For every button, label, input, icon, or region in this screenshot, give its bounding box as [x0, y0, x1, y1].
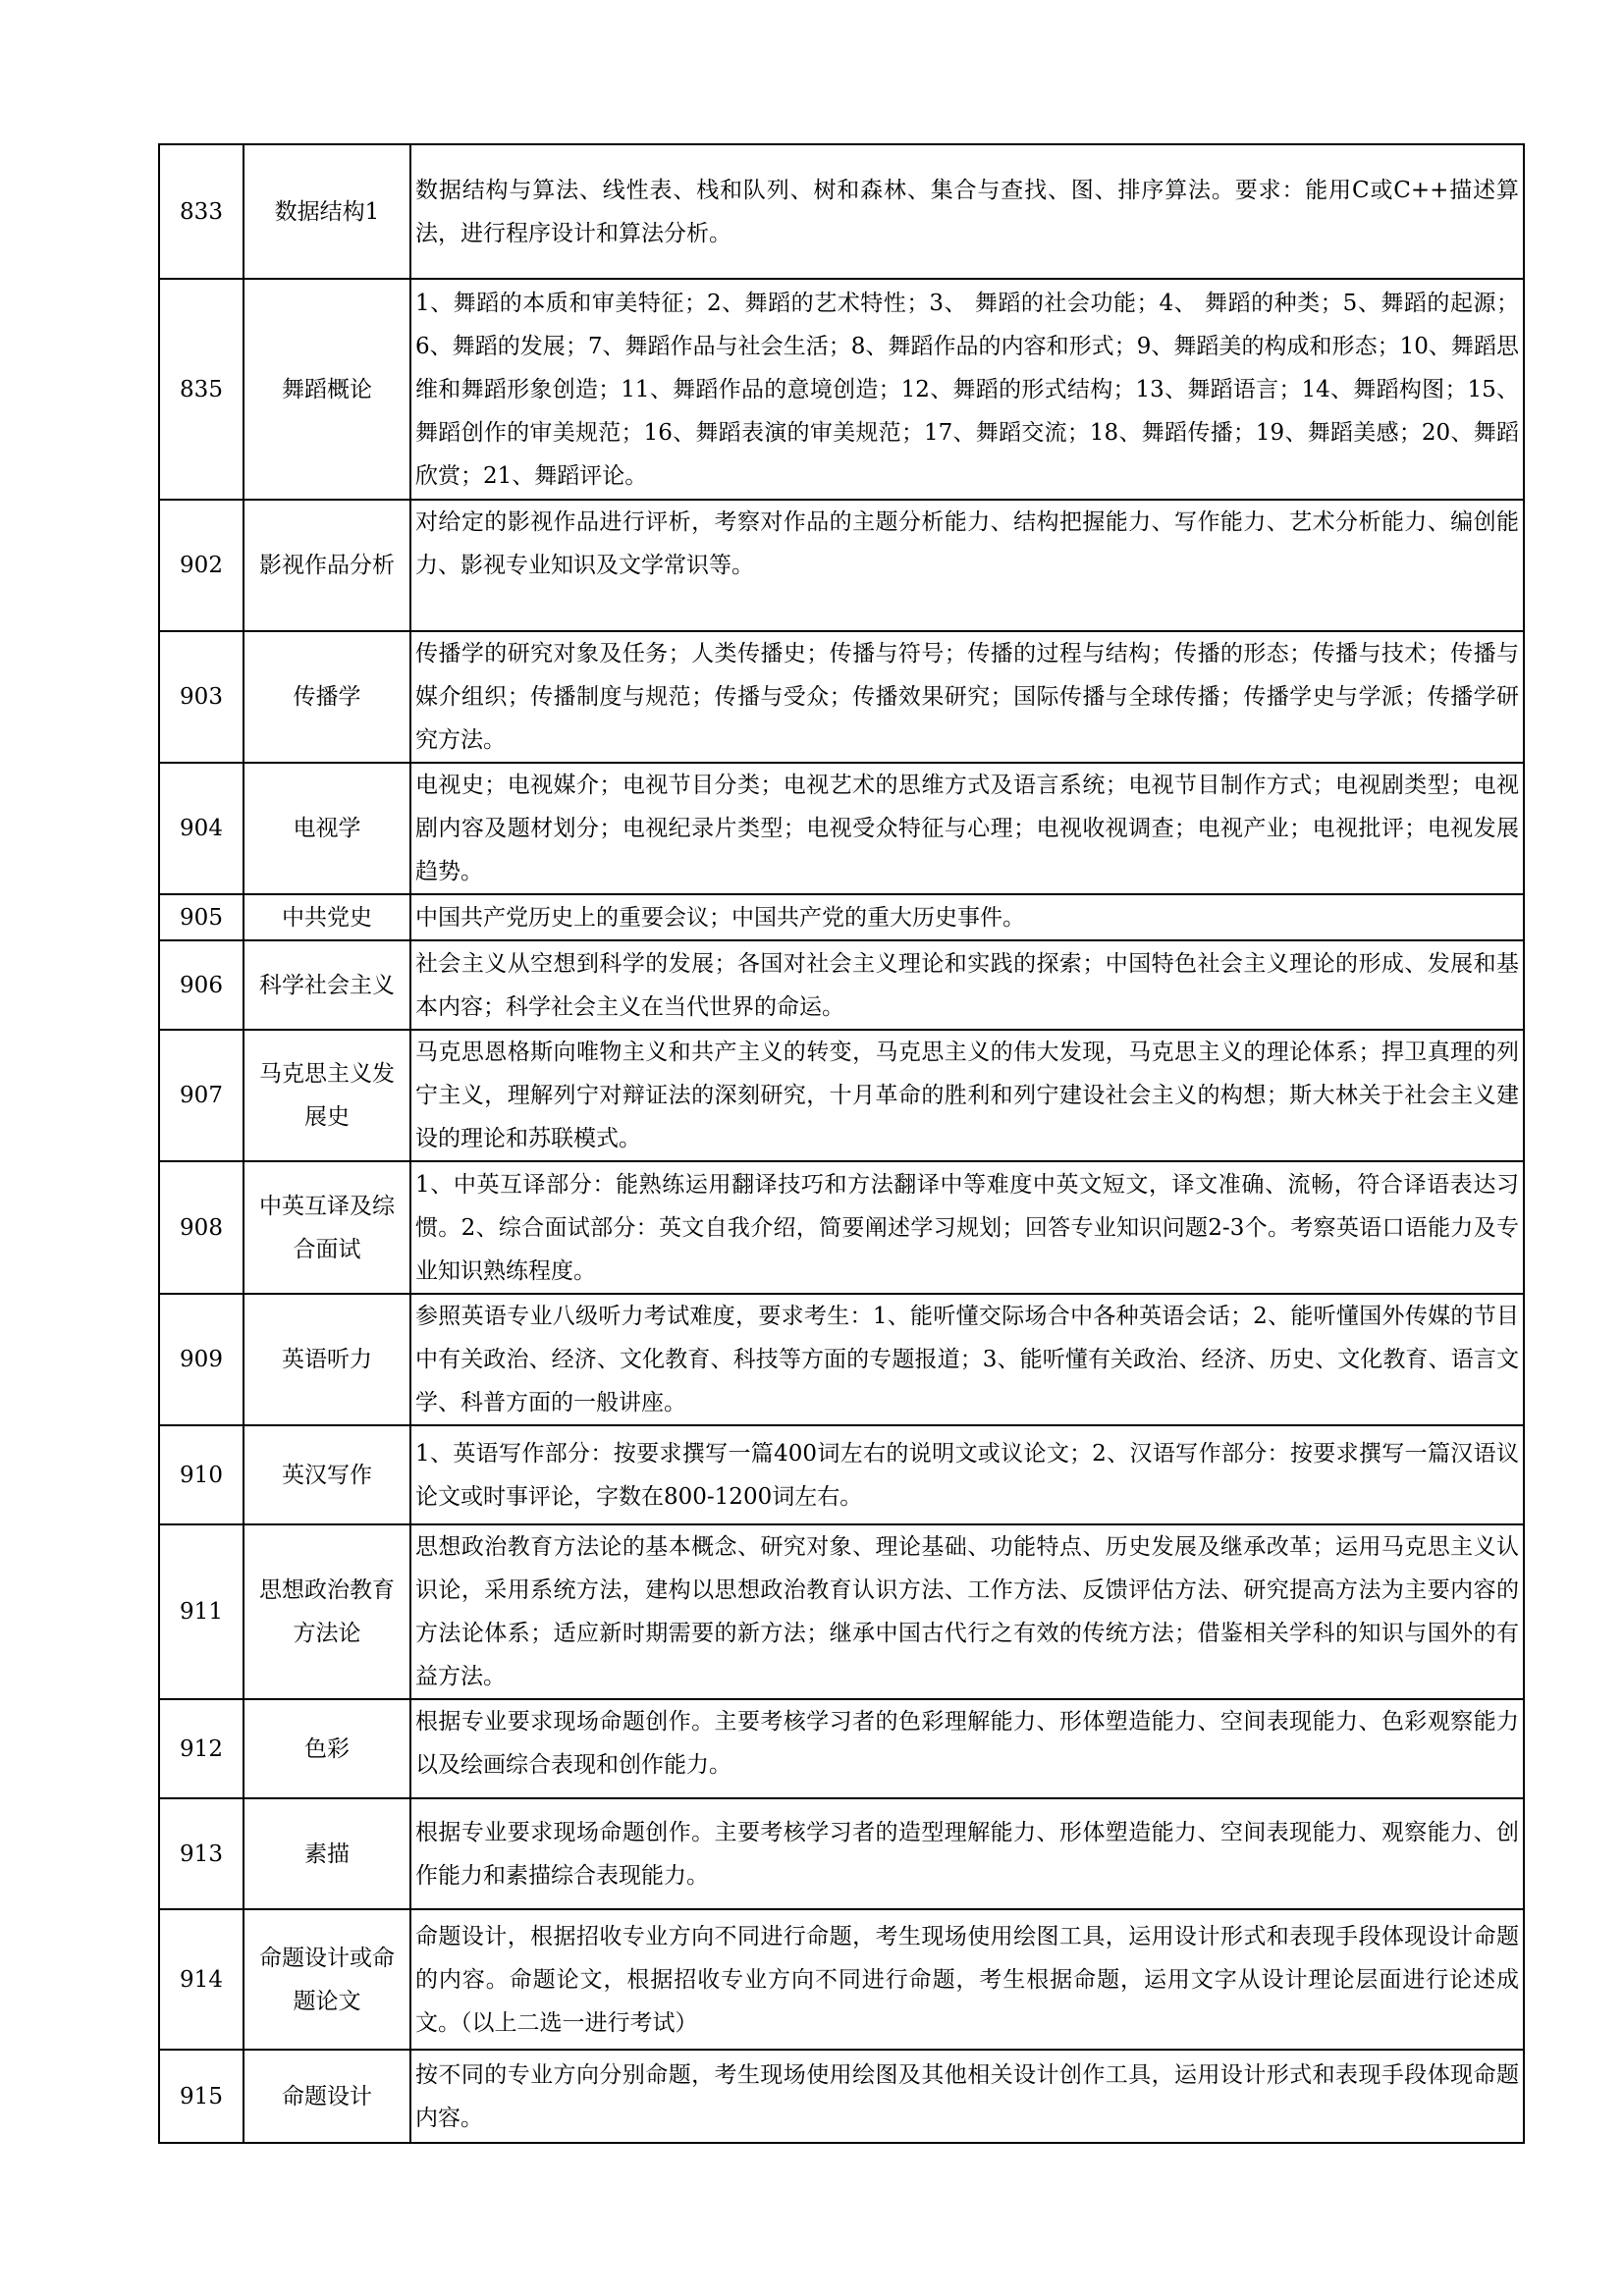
table-row	[159, 1909, 1524, 2050]
table-row	[159, 1294, 1524, 1425]
document-page	[158, 143, 1523, 2144]
course-name: 科学社会主义	[244, 940, 410, 1030]
course-name: 思想政治教育方法论	[244, 1524, 410, 1699]
course-name: 色彩	[244, 1699, 410, 1798]
course-description: 数据结构与算法、线性表、栈和队列、树和森林、集合与查找、图、排序算法。要求：能用C或C++描述算法，进行程序设计和算法分析。	[410, 144, 1524, 279]
table-row	[159, 1425, 1524, 1524]
course-code: 914	[159, 1909, 244, 2050]
course-code: 906	[159, 940, 244, 1030]
course-description: 命题设计，根据招收专业方向不同进行命题，考生现场使用绘图工具，运用设计形式和表现手段体现设计命题的内容。命题论文，根据招收专业方向不同进行命题，考生根据命题，运用文字从设计理论层面进行论述成文。（以上二选一进行考试）	[410, 1909, 1524, 2050]
course-code: 913	[159, 1798, 244, 1909]
table-row	[159, 940, 1524, 1030]
table-row	[159, 279, 1524, 500]
course-name: 英汉写作	[244, 1425, 410, 1524]
course-name: 马克思主义发展史	[244, 1030, 410, 1161]
course-code: 915	[159, 2050, 244, 2143]
course-description: 思想政治教育方法论的基本概念、研究对象、理论基础、功能特点、历史发展及继承改革；运用马克思主义认识论，采用系统方法，建构以思想政治教育认识方法、工作方法、反馈评估方法、研究提高方法为主要内容的方法论体系；适应新时期需要的新方法；继承中国古代行之有效的传统方法；借鉴相关学科的知识与国外的有益方法。	[410, 1524, 1524, 1699]
course-code: 835	[159, 279, 244, 500]
course-description: 对给定的影视作品进行评析，考察对作品的主题分析能力、结构把握能力、写作能力、艺术分析能力、编创能力、影视专业知识及文学常识等。	[410, 500, 1524, 631]
course-code: 833	[159, 144, 244, 279]
course-code: 903	[159, 631, 244, 763]
table-row	[159, 894, 1524, 940]
course-name: 中英互译及综合面试	[244, 1161, 410, 1294]
course-name: 舞蹈概论	[244, 279, 410, 500]
course-description: 电视史；电视媒介；电视节目分类；电视艺术的思维方式及语言系统；电视节目制作方式；电视剧类型；电视剧内容及题材划分；电视纪录片类型；电视受众特征与心理；电视收视调查；电视产业；电视批评；电视发展趋势。	[410, 763, 1524, 894]
course-name: 素描	[244, 1798, 410, 1909]
table-row	[159, 500, 1524, 631]
table-row	[159, 1798, 1524, 1909]
table-row	[159, 1699, 1524, 1798]
table-row	[159, 1524, 1524, 1699]
course-code: 912	[159, 1699, 244, 1798]
course-name: 影视作品分析	[244, 500, 410, 631]
course-description: 根据专业要求现场命题创作。主要考核学习者的色彩理解能力、形体塑造能力、空间表现能力、色彩观察能力以及绘画综合表现和创作能力。	[410, 1699, 1524, 1798]
course-description: 传播学的研究对象及任务；人类传播史；传播与符号；传播的过程与结构；传播的形态；传播与技术；传播与媒介组织；传播制度与规范；传播与受众；传播效果研究；国际传播与全球传播；传播学史与学派；传播学研究方法。	[410, 631, 1524, 763]
course-description: 1、中英互译部分：能熟练运用翻译技巧和方法翻译中等难度中英文短文，译文准确、流畅，符合译语表达习惯。2、综合面试部分：英文自我介绍，简要阐述学习规划；回答专业知识问题2-3个。考察英语口语能力及专业知识熟练程度。	[410, 1161, 1524, 1294]
table-row	[159, 1161, 1524, 1294]
table-row	[159, 2050, 1524, 2143]
course-name: 中共党史	[244, 894, 410, 940]
course-code: 905	[159, 894, 244, 940]
course-description: 马克思恩格斯向唯物主义和共产主义的转变，马克思主义的伟大发现，马克思主义的理论体系；捍卫真理的列宁主义，理解列宁对辩证法的深刻研究，十月革命的胜利和列宁建设社会主义的构想；斯大林关于社会主义建设的理论和苏联模式。	[410, 1030, 1524, 1161]
course-description: 1、英语写作部分：按要求撰写一篇400词左右的说明文或议论文；2、汉语写作部分：按要求撰写一篇汉语议论文或时事评论，字数在800-1200词左右。	[410, 1425, 1524, 1524]
course-code: 902	[159, 500, 244, 631]
course-description: 根据专业要求现场命题创作。主要考核学习者的造型理解能力、形体塑造能力、空间表现能力、观察能力、创作能力和素描综合表现能力。	[410, 1798, 1524, 1909]
syllabus-table	[158, 143, 1525, 2144]
course-code: 911	[159, 1524, 244, 1699]
course-code: 908	[159, 1161, 244, 1294]
course-name: 英语听力	[244, 1294, 410, 1425]
table-row	[159, 631, 1524, 763]
course-name: 数据结构1	[244, 144, 410, 279]
table-row	[159, 763, 1524, 894]
course-code: 909	[159, 1294, 244, 1425]
course-description: 1、舞蹈的本质和审美特征；2、舞蹈的艺术特性；3、 舞蹈的社会功能；4、 舞蹈的种类；5、舞蹈的起源；6、舞蹈的发展；7、舞蹈作品与社会生活；8、舞蹈作品的内容和形式；9、舞蹈美的构成和形态；10、舞蹈思维和舞蹈形象创造；11、舞蹈作品的意境创造；12、舞蹈的形式结构；13、舞蹈语言；14、舞蹈构图；15、舞蹈创作的审美规范；16、舞蹈表演的审美规范；17、舞蹈交流；18、舞蹈传播；19、舞蹈美感；20、舞蹈欣赏；21、舞蹈评论。	[410, 279, 1524, 500]
course-description: 按不同的专业方向分别命题，考生现场使用绘图及其他相关设计创作工具，运用设计形式和表现手段体现命题内容。	[410, 2050, 1524, 2143]
table-row	[159, 144, 1524, 279]
course-name: 命题设计或命题论文	[244, 1909, 410, 2050]
course-name: 电视学	[244, 763, 410, 894]
course-code: 910	[159, 1425, 244, 1524]
course-name: 传播学	[244, 631, 410, 763]
course-description: 中国共产党历史上的重要会议；中国共产党的重大历史事件。	[410, 894, 1524, 940]
course-name: 命题设计	[244, 2050, 410, 2143]
course-description: 参照英语专业八级听力考试难度，要求考生：1、能听懂交际场合中各种英语会话；2、能听懂国外传媒的节目中有关政治、经济、文化教育、科技等方面的专题报道；3、能听懂有关政治、经济、历史、文化教育、语言文学、科普方面的一般讲座。	[410, 1294, 1524, 1425]
course-code: 904	[159, 763, 244, 894]
table-row	[159, 1030, 1524, 1161]
course-code: 907	[159, 1030, 244, 1161]
course-description: 社会主义从空想到科学的发展；各国对社会主义理论和实践的探索；中国特色社会主义理论的形成、发展和基本内容；科学社会主义在当代世界的命运。	[410, 940, 1524, 1030]
